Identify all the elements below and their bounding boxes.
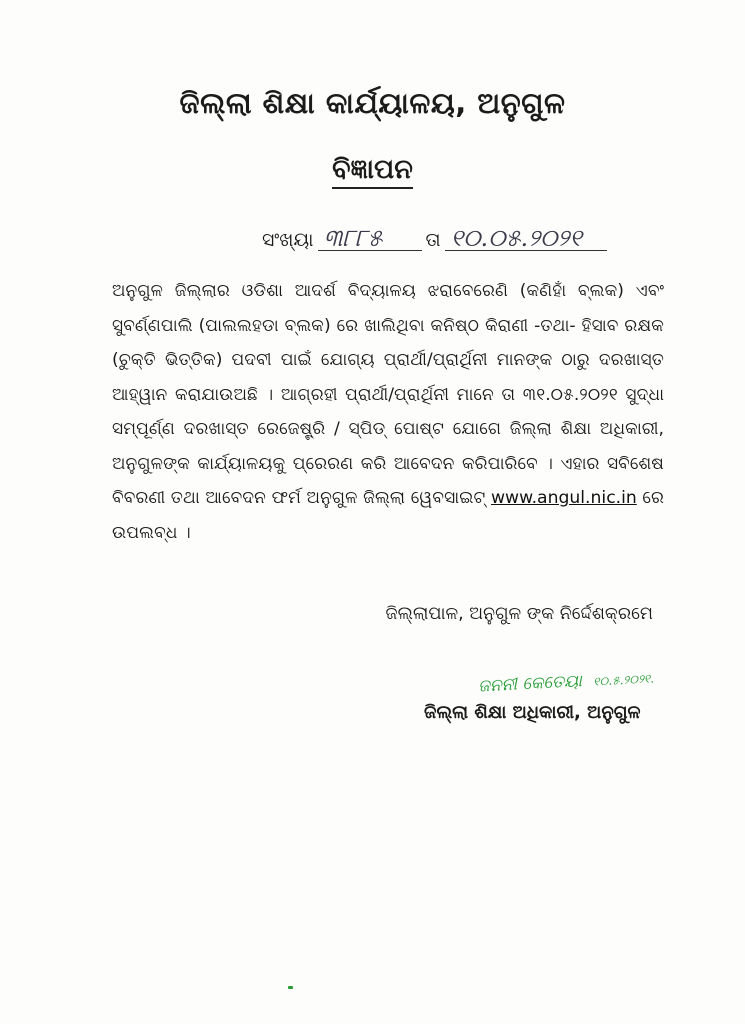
reference-date-value: ୧୦.୦୫.୨୦୨୧ [445, 226, 607, 251]
signature-date: ୧୦.୫.୨୦୨୧. [592, 671, 655, 689]
signature-text: ଜନନୀ କେତେୟା [477, 671, 583, 697]
signature [478, 667, 655, 696]
reference-number-value: ୩୮୮୫ [318, 226, 422, 251]
reference-line [262, 226, 607, 251]
notice-body [112, 274, 664, 550]
office-title: ଜିଲ୍ଲା ଶିକ୍ଷା କାର୍ଯ୍ୟାଳୟ, ଅନୁଗୁଳ [179, 86, 566, 120]
collector-directive: ଜିଲ୍ଲାପାଳ, ଅନୁଗୁଳ ଙ୍କ ନିର୍ଦ୍ଦେଶକ୍ରମେ [385, 604, 653, 624]
reference-date-label: ତା [425, 229, 441, 251]
notice-heading-text: ବିଜ୍ଞାପନ [332, 154, 413, 189]
notice-body-text: ଅନୁଗୁଳ ଜିଲ୍ଲାର ଓଡିଶା ଆଦର୍ଶ ବିଦ୍ୟାଳୟ ଝରାବେରେଣି (କଣିହାଁ ବ୍ଲକ) ଏବଂ ସୁବର୍ଣ୍ଣପାଲି (ପାଲଲହଡା ବ୍ଲକ) ରେ ଖାଲିଥିବା କନିଷ୍ଠ କିରାଣୀ -ତଥା- ହିସାବ ରକ୍ଷକ (ଚୁକ୍ତି ଭିତ୍ତିକ) ପଦବୀ ପାଇଁ ଯୋଗ୍ୟ ପ୍ରାର୍ଥୀ/ପ୍ରାର୍ଥିନୀ ମାନଙ୍କ ଠାରୁ ଦରଖାସ୍ତ ଆହ୍ୱାନ କରାଯାଉଅଛି । ଆଗ୍ରହୀ ପ୍ରାର୍ଥୀ/ପ୍ରାର୍ଥିନୀ ମାନେ ତା ୩୧.୦୫.୨୦୨୧ ସୁଦ୍ଧା ସମ୍ପୂର୍ଣ୍ଣ ଦରଖାସ୍ତ ରେଜେଷ୍ଟ୍ରି / ସ୍ପିଡ୍ ପୋଷ୍ଟ ଯୋଗେ ଜିଲ୍ଲା ଶିକ୍ଷା ଅଧିକାରୀ, ଅନୁଗୁଳଙ୍କ କାର୍ଯ୍ୟାଳୟକୁ ପ୍ରେରଣ କରି ଆବେଦନ କରିପାରିବେ । ଏହାର ସବିଶେଷ ବିବରଣୀ ତଥା ଆବେଦନ ଫର୍ମ ଅନୁଗୁଳ ଜିଲ୍ଲା ୱେବସାଇଟ୍ [112, 281, 664, 508]
website-link[interactable]: www.angul.nic.in [491, 488, 637, 508]
officer-designation: ଜିଲ୍ଲା ଶିକ୍ଷା ଅଧିକାରୀ, ଅନୁଗୁଳ [424, 702, 641, 723]
ink-mark [288, 986, 293, 989]
notice-closing: ରେ ଉପଲବ୍ଧ । [112, 488, 664, 543]
reference-number-label: ସଂଖ୍ୟା [262, 229, 314, 251]
notice-heading [0, 154, 745, 186]
